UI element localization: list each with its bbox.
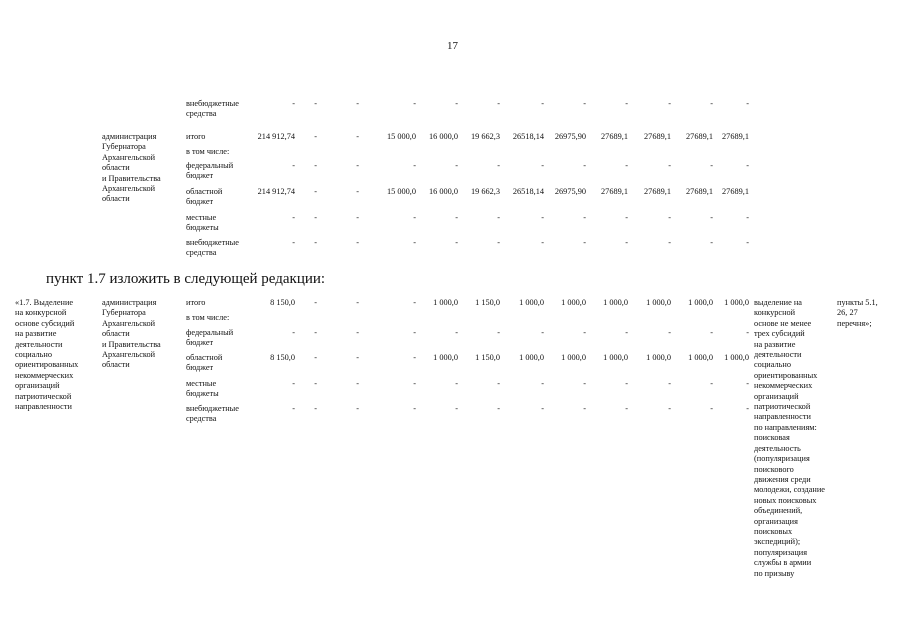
- table-cell: 1 000,0: [433, 353, 458, 362]
- row-label: [186, 147, 229, 157]
- table-cell: -: [292, 213, 295, 222]
- table-cell: -: [413, 213, 416, 222]
- result-cell: [754, 298, 825, 579]
- measure-name-cell-line: основе субсидий: [15, 318, 75, 328]
- table-cell: -: [413, 353, 416, 362]
- table-cell: -: [746, 404, 749, 413]
- table-cell: 15 000,0: [386, 187, 416, 196]
- table-cell: -: [292, 404, 295, 413]
- table-cell: -: [356, 187, 359, 196]
- table-cell: -: [710, 238, 713, 247]
- row-label-line: бюджет: [186, 363, 214, 373]
- measure-name-cell-line: ориентированных: [15, 360, 79, 370]
- table-cell: -: [583, 379, 586, 388]
- result-cell-line: некоммерческих: [754, 381, 813, 391]
- table-cell: -: [314, 99, 317, 108]
- table-cell: 214 912,74: [257, 187, 295, 196]
- table-cell: -: [497, 161, 500, 170]
- result-cell-line: направленности: [754, 412, 811, 422]
- table-cell: -: [455, 99, 458, 108]
- table-cell: -: [356, 238, 359, 247]
- table-cell: -: [668, 404, 671, 413]
- table-cell: -: [541, 328, 544, 337]
- measure-name-cell-line: патриотической: [15, 391, 72, 401]
- result-cell-line: службы в армии: [754, 558, 812, 568]
- row-label-line: внебюджетные: [186, 404, 239, 413]
- table-cell: -: [314, 161, 317, 170]
- table-cell: -: [583, 328, 586, 337]
- table-cell: -: [497, 99, 500, 108]
- table-cell: 214 912,74: [257, 132, 295, 141]
- table-cell: 1 000,0: [603, 353, 628, 362]
- table-cell: -: [356, 132, 359, 141]
- table-cell: 26518,14: [512, 187, 544, 196]
- table-cell: -: [710, 328, 713, 337]
- table-cell: -: [746, 238, 749, 247]
- row-label-line: внебюджетные: [186, 238, 239, 247]
- table-cell: -: [455, 379, 458, 388]
- executor-cell-line: Архангельской: [102, 318, 156, 328]
- table-cell: -: [625, 99, 628, 108]
- links-cell-line: пункты 5.1,: [837, 298, 878, 307]
- table-cell: 8 150,0: [270, 353, 295, 362]
- table-cell: 1 000,0: [688, 353, 713, 362]
- result-cell-line: поисковых: [754, 526, 793, 536]
- table-cell: -: [455, 404, 458, 413]
- result-cell-line: экспедиций);: [754, 537, 801, 547]
- executor-cell-line: Архангельской: [102, 350, 156, 360]
- row-label: [186, 353, 222, 374]
- table-cell: 27689,1: [601, 187, 628, 196]
- table-cell: 1 000,0: [688, 298, 713, 307]
- row-label: [186, 298, 205, 308]
- measure-name-cell-line: деятельности: [15, 339, 63, 349]
- measure-name-cell: [15, 298, 78, 412]
- result-cell-line: по направлениям:: [754, 422, 817, 432]
- table-cell: -: [583, 99, 586, 108]
- executor-cell-line: администрация: [102, 298, 157, 307]
- row-label: [186, 238, 239, 259]
- table-cell: 1 150,0: [475, 298, 500, 307]
- result-cell-line: конкурсной: [754, 308, 796, 318]
- result-cell-line: на развитие: [754, 339, 796, 349]
- table-cell: -: [292, 379, 295, 388]
- table-cell: -: [746, 213, 749, 222]
- table-cell: -: [413, 99, 416, 108]
- row-label-line: бюджет: [186, 197, 214, 207]
- executor-cell-line: Губернатора: [102, 308, 146, 318]
- table-cell: -: [497, 379, 500, 388]
- result-cell-line: объединений,: [754, 506, 803, 516]
- row-label-line: бюджеты: [186, 389, 219, 399]
- table-cell: 19 662,3: [470, 132, 500, 141]
- table-cell: -: [625, 161, 628, 170]
- table-cell: -: [356, 161, 359, 170]
- table-cell: -: [455, 238, 458, 247]
- table-cell: -: [668, 161, 671, 170]
- table-cell: 27689,1: [644, 132, 671, 141]
- table-cell: -: [541, 404, 544, 413]
- links-cell: [837, 298, 878, 329]
- table-cell: -: [583, 404, 586, 413]
- table-cell: -: [668, 379, 671, 388]
- table-cell: -: [541, 238, 544, 247]
- table-cell: -: [668, 238, 671, 247]
- executor-cell-line: области: [102, 360, 130, 370]
- table-cell: 19 662,3: [470, 187, 500, 196]
- table-cell: 1 000,0: [724, 353, 749, 362]
- row-label-line: бюджет: [186, 338, 214, 348]
- measure-name-cell-line: направленности: [15, 402, 72, 412]
- table-cell: -: [356, 213, 359, 222]
- table-cell: -: [455, 328, 458, 337]
- table-cell: -: [356, 353, 359, 362]
- table-cell: -: [583, 161, 586, 170]
- table-cell: 16 000,0: [428, 187, 458, 196]
- table-cell: 1 000,0: [561, 353, 586, 362]
- table-cell: 1 000,0: [519, 353, 544, 362]
- table-cell: 26975,90: [554, 187, 586, 196]
- row-label: [186, 379, 219, 400]
- result-cell-line: социально: [754, 360, 791, 370]
- measure-name-cell-line: организаций: [15, 381, 60, 391]
- table-cell: -: [668, 328, 671, 337]
- table-cell: 1 000,0: [561, 298, 586, 307]
- row-label: [186, 404, 239, 425]
- table-cell: 27689,1: [644, 187, 671, 196]
- table-cell: 1 000,0: [646, 353, 671, 362]
- measure-name-cell-line: социально: [15, 350, 52, 360]
- table-cell: 16 000,0: [428, 132, 458, 141]
- executor-cell-line: области: [102, 329, 130, 339]
- table-cell: -: [356, 379, 359, 388]
- table-cell: -: [314, 404, 317, 413]
- row-label: [186, 328, 233, 349]
- table-cell: -: [292, 99, 295, 108]
- table-cell: -: [413, 161, 416, 170]
- table-cell: -: [356, 298, 359, 307]
- table-cell: -: [356, 404, 359, 413]
- result-cell-line: (популяризация: [754, 454, 810, 464]
- table-cell: -: [292, 161, 295, 170]
- table-cell: 27689,1: [686, 187, 713, 196]
- result-cell-line: основе не менее: [754, 318, 812, 328]
- row-label-line: в том числе:: [186, 313, 230, 322]
- table-cell: -: [668, 99, 671, 108]
- table-cell: 1 000,0: [646, 298, 671, 307]
- table-cell: -: [710, 404, 713, 413]
- result-cell-line: по призыву: [754, 568, 795, 578]
- table-cell: -: [583, 238, 586, 247]
- page-number: 17: [447, 40, 458, 52]
- result-cell-line: организаций: [754, 391, 799, 401]
- table-cell: 26975,90: [554, 132, 586, 141]
- executor-cell-line: области: [102, 163, 130, 173]
- table-cell: 1 000,0: [724, 298, 749, 307]
- table-cell: 15 000,0: [386, 132, 416, 141]
- row-label-line: областной: [186, 187, 223, 196]
- result-cell-line: поискового: [754, 464, 794, 474]
- result-cell-line: движения среди: [754, 474, 811, 484]
- row-label-line: средства: [186, 414, 217, 424]
- measure-name-cell-line: на конкурсной: [15, 308, 67, 318]
- result-cell-line: новых поисковых: [754, 495, 817, 505]
- result-cell-line: выделение на: [754, 298, 802, 307]
- executor-cell-line: и Правительства: [102, 339, 161, 349]
- table-cell: -: [541, 213, 544, 222]
- executor-cell-line: Архангельской: [102, 152, 156, 162]
- table-cell: 1 150,0: [475, 353, 500, 362]
- table-cell: -: [746, 328, 749, 337]
- result-cell-line: трех субсидий: [754, 329, 805, 339]
- table-cell: -: [541, 379, 544, 388]
- row-label-line: средства: [186, 248, 217, 258]
- result-cell-line: популяризация: [754, 547, 808, 557]
- table-cell: -: [625, 238, 628, 247]
- row-label-line: в том числе:: [186, 147, 230, 156]
- table-cell: -: [710, 99, 713, 108]
- table-cell: -: [314, 328, 317, 337]
- table-cell: -: [497, 238, 500, 247]
- table-cell: -: [314, 298, 317, 307]
- table-cell: -: [314, 187, 317, 196]
- row-label-line: местные: [186, 379, 217, 388]
- result-cell-line: деятельность: [754, 443, 801, 453]
- table-cell: -: [314, 353, 317, 362]
- table-cell: -: [541, 161, 544, 170]
- table-cell: -: [625, 379, 628, 388]
- table-cell: -: [314, 132, 317, 141]
- table-cell: -: [292, 328, 295, 337]
- table-cell: 27689,1: [722, 132, 749, 141]
- table-cell: -: [314, 238, 317, 247]
- table-cell: -: [314, 213, 317, 222]
- result-cell-line: организация: [754, 516, 798, 526]
- table-cell: 8 150,0: [270, 298, 295, 307]
- row-label-line: бюджет: [186, 171, 214, 181]
- row-label-line: итого: [186, 298, 206, 307]
- row-label: [186, 213, 219, 234]
- row-label-line: внебюджетные: [186, 99, 239, 108]
- table-cell: -: [413, 328, 416, 337]
- table-cell: -: [413, 379, 416, 388]
- executor-cell: [102, 132, 161, 205]
- row-label: [186, 132, 205, 142]
- table-cell: -: [413, 298, 416, 307]
- table-cell: -: [746, 161, 749, 170]
- table-cell: -: [413, 238, 416, 247]
- table-cell: -: [668, 213, 671, 222]
- row-label: [186, 313, 229, 323]
- row-label: [186, 99, 239, 120]
- table-cell: -: [625, 328, 628, 337]
- measure-name-cell-line: на развитие: [15, 329, 57, 339]
- result-cell-line: деятельности: [754, 350, 802, 360]
- table-cell: -: [455, 161, 458, 170]
- table-cell: -: [292, 238, 295, 247]
- table-cell: -: [455, 213, 458, 222]
- table-cell: -: [314, 379, 317, 388]
- table-cell: 27689,1: [686, 132, 713, 141]
- executor-cell: [102, 298, 161, 371]
- result-cell-line: поисковая: [754, 433, 790, 443]
- table-cell: -: [497, 213, 500, 222]
- table-cell: -: [746, 379, 749, 388]
- links-cell-line: перечня»;: [837, 318, 872, 328]
- table-cell: -: [497, 404, 500, 413]
- result-cell-line: ориентированных: [754, 370, 818, 380]
- measure-name-cell-line: «1.7. Выделение: [15, 298, 74, 307]
- table-cell: 26518,14: [512, 132, 544, 141]
- row-label-line: местные: [186, 213, 217, 222]
- table-cell: -: [413, 404, 416, 413]
- table-cell: -: [497, 328, 500, 337]
- executor-cell-line: администрация: [102, 132, 157, 141]
- measure-name-cell-line: некоммерческих: [15, 370, 74, 380]
- table-cell: 27689,1: [722, 187, 749, 196]
- executor-cell-line: Губернатора: [102, 142, 146, 152]
- table-cell: -: [710, 213, 713, 222]
- row-label-line: федеральный: [186, 161, 234, 170]
- row-label-line: итого: [186, 132, 206, 141]
- executor-cell-line: Архангельской: [102, 184, 156, 194]
- table-cell: -: [356, 328, 359, 337]
- row-label-line: федеральный: [186, 328, 234, 337]
- result-cell-line: молодежи, создание: [754, 485, 825, 495]
- table-cell: 1 000,0: [603, 298, 628, 307]
- row-label: [186, 187, 222, 208]
- section-heading: пункт 1.7 изложить в следующей редакции:: [46, 271, 326, 287]
- row-label-line: бюджеты: [186, 223, 219, 233]
- table-cell: -: [583, 213, 586, 222]
- result-cell-line: патриотической: [754, 402, 811, 412]
- table-cell: -: [625, 404, 628, 413]
- table-cell: -: [710, 379, 713, 388]
- table-cell: -: [356, 99, 359, 108]
- row-label-line: средства: [186, 109, 217, 119]
- table-cell: 27689,1: [601, 132, 628, 141]
- table-cell: 1 000,0: [519, 298, 544, 307]
- table-cell: -: [541, 99, 544, 108]
- table-cell: 1 000,0: [433, 298, 458, 307]
- links-cell-line: 26, 27: [837, 308, 858, 318]
- row-label-line: областной: [186, 353, 223, 362]
- executor-cell-line: и Правительства: [102, 173, 161, 183]
- row-label: [186, 161, 233, 182]
- executor-cell-line: области: [102, 194, 130, 204]
- table-cell: -: [625, 213, 628, 222]
- table-cell: -: [710, 161, 713, 170]
- table-cell: -: [746, 99, 749, 108]
